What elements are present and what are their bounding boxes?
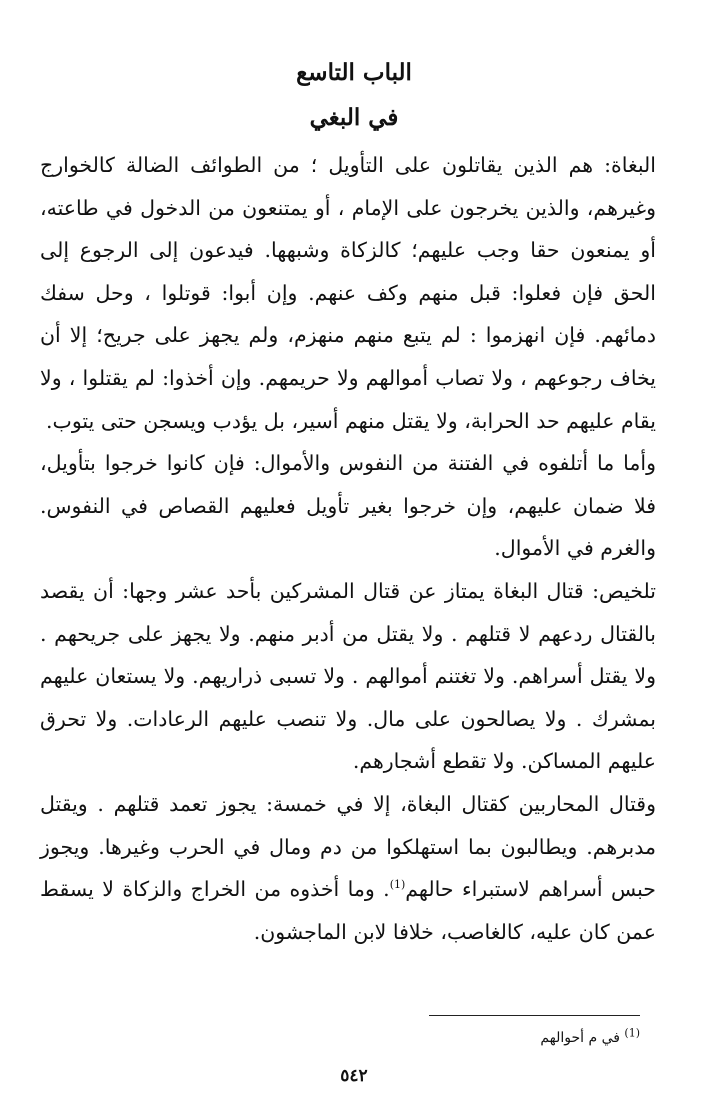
paragraph-text: هم الذين يقاتلون على التأويل ؛ من الطوائف الضالة كالخوارج وغيرهم، والذين يخرجون على الإمام ، أو يمتنعون من الدخول في طاعته، أو يمنعون حقا وجب عليهم؛ كالزكاة وشبهها. فيدعون إلى الرجوع إلى الحق فإن فعلوا: قبل منهم وكف عنهم. وإن أبوا: قوتلوا ، وحل سفك دمائهم. فإن انهزموا : لم يتبع منهم منهزم، ولم يجهز على جريح؛ إلا أن يخاف رجوعهم ، ولا تصاب أموالهم ولا حريمهم. وإن أخذوا: لم يقتلوا ، ولا يقام عليهم حد الحرابة، ولا يقتل منهم أسير، بل يؤدب ويسجن حتى يتوب.	[40, 153, 656, 433]
paragraph-bughat	[40, 144, 656, 442]
footnote	[540, 1028, 640, 1048]
page-number: ٥٤٢	[340, 1066, 368, 1086]
chapter-subtitle: في البغي	[309, 104, 399, 131]
footnote-number: (1)	[624, 1026, 640, 1040]
term-bughat: البغاة:	[604, 153, 656, 177]
paragraph-text-continued: . وما أخذوه من الخراج والزكاة لا يسقط عمن كان عليه، كالغاصب، خلافا لابن الماجشون.	[40, 877, 656, 944]
paragraph-summary	[40, 570, 656, 783]
footnote-marker: (1)	[389, 878, 406, 892]
term-summary: تلخيص:	[592, 578, 656, 603]
paragraph-text: قتال البغاة يمتاز عن قتال المشركين بأحد عشر وجها: أن يقصد بالقتال ردعهم لا قتلهم . ولا يقتل من أدبر منهم. ولا يجهز على جريحهم . ولا يقتل أسراهم. ولا تغتنم أموالهم . ولا تسبى ذراريهم. ولا يستعان عليهم بمشرك . ولا يصالحون على مال. ولا تنصب عليهم الرعادات. ولا تحرق عليهم المساكن. ولا تقطع أشجارهم.	[40, 578, 656, 774]
paragraph-damages	[40, 442, 656, 570]
chapter-title: الباب التاسع	[296, 59, 412, 86]
paragraph-text: وأما ما أتلفوه في الفتنة من النفوس والأموال: فإن كانوا خرجوا بتأويل، فلا ضمان عليهم، وإن خرجوا بغير تأويل فعليهم القصاص في النفوس. والغرم في الأموال.	[40, 451, 656, 561]
footnote-divider	[429, 1015, 640, 1016]
paragraph-text: وقتال المحاربين كقتال البغاة، إلا في خمسة: يجوز تعمد قتلهم . ويقتل مدبرهم. ويطالبون بما استهلكوا من دم ومال في الحرب وغيرها. ويجوز حبس أسراهم لاستبراء حالهم	[40, 791, 656, 902]
footnote-text: في م أحوالهم	[540, 1030, 620, 1046]
paragraph-highwaymen	[40, 783, 656, 953]
body-text	[40, 144, 656, 953]
